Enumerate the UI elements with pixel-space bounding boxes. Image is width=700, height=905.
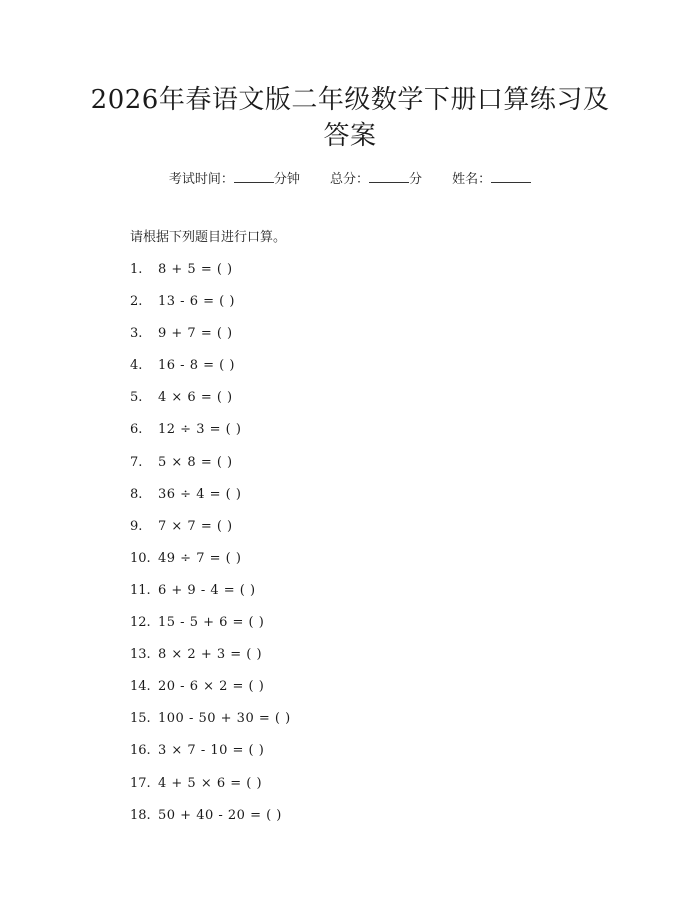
- total-score-label: 总分：: [329, 172, 369, 187]
- question-expression: 13 - 6 = ( ): [158, 294, 235, 310]
- question-number: 17.: [130, 775, 151, 791]
- question-number: 15.: [130, 711, 151, 727]
- exam-time-unit: 分钟: [273, 172, 300, 187]
- question-list: [130, 261, 291, 839]
- question-number: 6.: [130, 422, 143, 438]
- question-number: 16.: [130, 743, 151, 759]
- question-item: [130, 775, 291, 807]
- student-name-field: [452, 169, 531, 189]
- question-number: 9.: [130, 518, 143, 534]
- exam-info-line: [0, 169, 700, 189]
- question-number: 11.: [130, 582, 151, 598]
- student-name-blank[interactable]: [491, 169, 531, 183]
- question-item: [130, 454, 291, 486]
- total-score-field: [330, 169, 422, 189]
- question-item: [130, 518, 291, 550]
- question-item: [130, 710, 291, 742]
- question-item: [130, 325, 291, 357]
- student-name-label: 姓名：: [452, 172, 492, 187]
- instruction-text: 请根据下列题目进行口算。: [130, 230, 287, 245]
- question-number: 13.: [130, 647, 151, 663]
- question-item: [130, 421, 291, 453]
- question-number: 12.: [130, 615, 151, 631]
- question-item: [130, 293, 291, 325]
- question-expression: 9 + 7 = ( ): [158, 326, 233, 342]
- question-number: 1.: [130, 262, 143, 277]
- question-expression: 8 × 2 + 3 = ( ): [158, 647, 263, 663]
- question-expression: 49 ÷ 7 = ( ): [158, 550, 242, 566]
- question-expression: 100 - 50 + 30 = ( ): [158, 711, 291, 727]
- question-item: [130, 678, 291, 710]
- question-expression: 7 × 7 = ( ): [158, 518, 233, 534]
- question-expression: 50 + 40 - 20 = ( ): [158, 807, 282, 823]
- question-expression: 12 ÷ 3 = ( ): [158, 422, 242, 438]
- total-score-unit: 分: [409, 172, 423, 187]
- question-expression: 5 × 8 = ( ): [158, 454, 233, 470]
- question-expression: 8 + 5 = ( ): [158, 262, 233, 277]
- question-number: 8.: [130, 486, 143, 502]
- question-number: 7.: [130, 454, 143, 470]
- question-number: 14.: [130, 679, 151, 695]
- question-item: [130, 646, 291, 678]
- question-item: [130, 550, 291, 582]
- question-expression: 4 × 6 = ( ): [158, 390, 233, 406]
- total-score-blank[interactable]: [369, 169, 409, 183]
- question-item: [130, 261, 291, 293]
- question-expression: 6 + 9 - 4 = ( ): [158, 582, 256, 598]
- exam-time-blank[interactable]: [234, 169, 274, 183]
- question-number: 4.: [130, 358, 143, 374]
- question-item: [130, 807, 291, 839]
- question-item: [130, 614, 291, 646]
- question-item: [130, 357, 291, 389]
- question-number: 18.: [130, 807, 151, 823]
- question-item: [130, 389, 291, 421]
- question-item: [130, 582, 291, 614]
- question-number: 5.: [130, 390, 143, 406]
- question-item: [130, 742, 291, 774]
- question-expression: 36 ÷ 4 = ( ): [158, 486, 242, 502]
- question-expression: 15 - 5 + 6 = ( ): [158, 615, 265, 631]
- page-title: 2026年春语文版二年级数学下册口算练习及答案: [90, 85, 610, 151]
- question-item: [130, 486, 291, 518]
- question-expression: 20 - 6 × 2 = ( ): [158, 679, 265, 695]
- question-number: 3.: [130, 326, 143, 342]
- question-expression: 4 + 5 × 6 = ( ): [158, 775, 263, 791]
- question-expression: 3 × 7 - 10 = ( ): [158, 743, 265, 759]
- question-number: 10.: [130, 550, 151, 566]
- exam-time-label: 考试时间：: [168, 172, 234, 187]
- exam-time-field: [169, 169, 300, 189]
- question-number: 2.: [130, 294, 143, 310]
- question-expression: 16 - 8 = ( ): [158, 358, 235, 374]
